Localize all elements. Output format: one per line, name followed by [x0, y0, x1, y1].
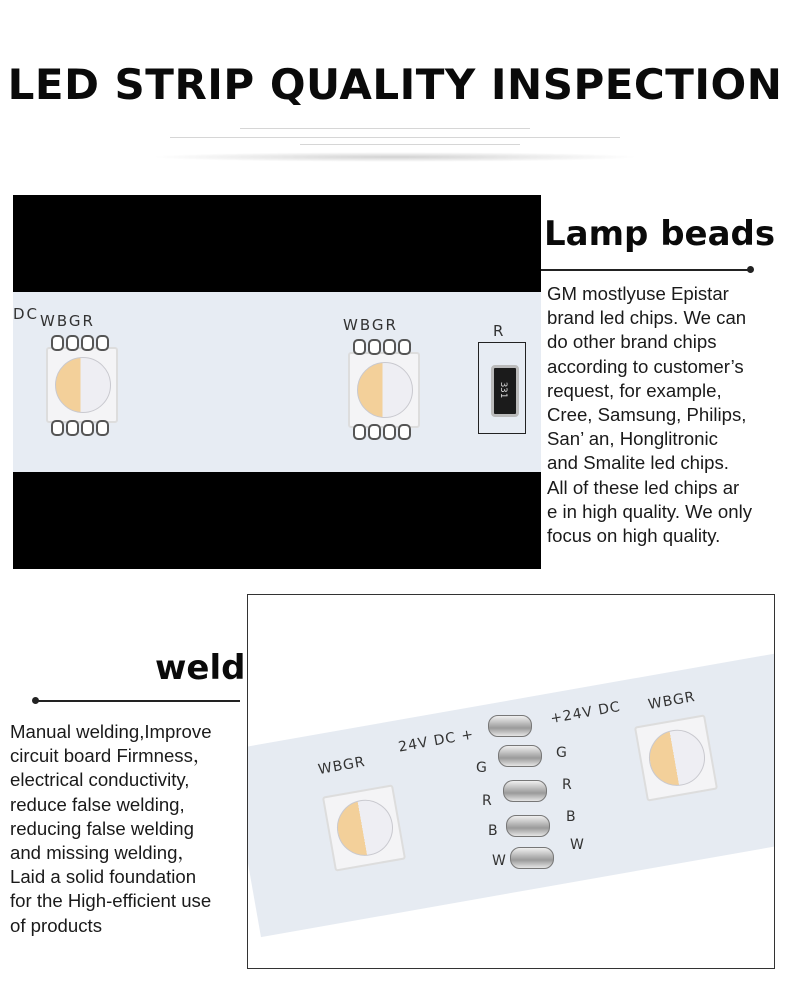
pin	[51, 335, 64, 351]
rule-dot	[747, 266, 754, 273]
pin	[66, 420, 79, 436]
led-strip	[13, 292, 541, 472]
pad-label: W	[570, 837, 585, 853]
pin	[81, 335, 94, 351]
chip-pin-label: WBGR	[343, 316, 398, 334]
pad-label: B	[566, 809, 577, 825]
pin	[81, 420, 94, 436]
weld-heading: weld	[155, 648, 246, 688]
lamp-beads-description: GM mostlyuse Epistar brand led chips. We can do other brand chips according to customer’s request, for example, Cree, Samsung, Philips, San’ an, Honglitronic and Smalite led chips. All of these led chips ar e in high quality. We only focus on high quality.	[547, 283, 752, 547]
subtitle-fine-print	[240, 128, 530, 129]
pin	[368, 424, 381, 440]
pad-label: W	[492, 853, 507, 869]
resistor	[491, 365, 519, 417]
chip-pin-label: WBGR	[646, 688, 697, 714]
pin	[51, 420, 64, 436]
weld-description: Manual welding,Improve circuit board Firmness， electrical conductivity, reduce false welding, reducing false welding and missing welding， Laid a solid foundation for the High-efficient use of products	[10, 721, 212, 936]
chip-pin-label: WBGR	[316, 753, 367, 779]
heading-rule	[36, 700, 240, 702]
pin	[383, 339, 396, 355]
solder-joint	[510, 847, 554, 869]
resistor-outline	[478, 342, 526, 434]
resistor-label: R	[493, 322, 506, 340]
dc-label: DC	[13, 305, 40, 323]
pin	[96, 420, 109, 436]
pin	[383, 424, 396, 440]
pin	[353, 339, 366, 355]
led-lens	[645, 725, 710, 790]
resistor-code: 331	[498, 381, 509, 399]
pad-label: G	[476, 760, 488, 776]
led-lens	[357, 362, 413, 418]
pad-label: B	[488, 823, 499, 839]
pad-label: R	[482, 793, 493, 809]
chip-pin-label: WBGR	[40, 312, 95, 330]
solder-joint	[498, 745, 542, 767]
solder-joint	[506, 815, 550, 837]
rule-dot	[32, 697, 39, 704]
power-label: 24V DC +	[397, 726, 476, 756]
solder-joint	[488, 715, 532, 737]
power-label: +24V DC	[549, 698, 622, 728]
pin	[398, 424, 411, 440]
led-chip	[46, 347, 118, 423]
led-chip	[322, 784, 406, 871]
pin	[398, 339, 411, 355]
pin	[368, 339, 381, 355]
led-chip	[634, 714, 718, 801]
lamp-beads-photo	[13, 195, 541, 569]
pin	[353, 424, 366, 440]
solder-joint	[503, 780, 547, 802]
page-title: LED STRIP QUALITY INSPECTION	[7, 60, 783, 109]
title-divider-shadow	[150, 152, 640, 162]
pad-label: G	[556, 745, 568, 761]
weld-photo	[247, 594, 775, 969]
subtitle-fine-print	[300, 144, 520, 145]
led-lens	[55, 357, 111, 413]
heading-rule	[541, 269, 751, 271]
led-lens	[333, 795, 398, 860]
led-chip	[348, 352, 420, 428]
pad-label: R	[562, 777, 573, 793]
pin	[96, 335, 109, 351]
pin	[66, 335, 79, 351]
subtitle-fine-print	[170, 137, 620, 138]
lamp-beads-heading: Lamp beads	[544, 214, 776, 254]
